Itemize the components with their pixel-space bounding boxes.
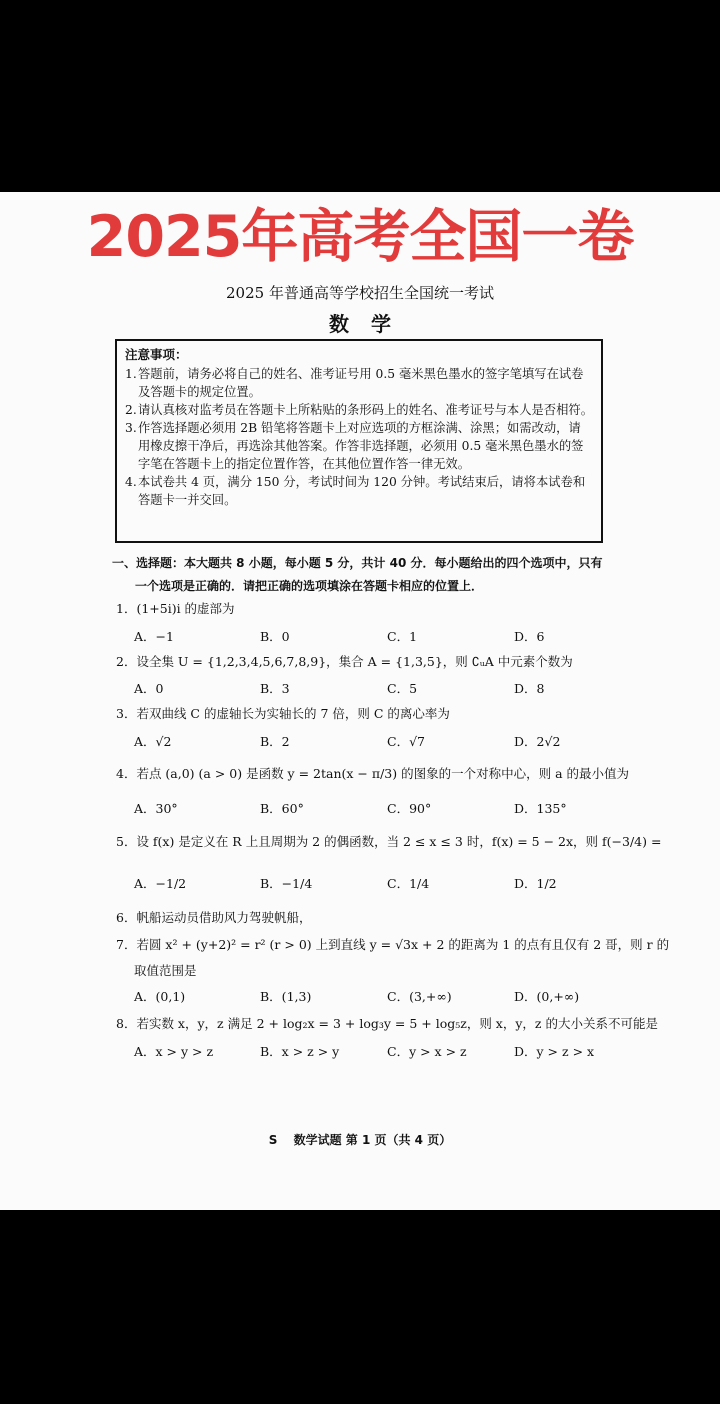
- notice-item: [125, 365, 593, 401]
- option[interactable]: B．(1,3): [260, 989, 312, 1004]
- section-heading: [112, 552, 612, 598]
- notice-item: [125, 473, 593, 509]
- option[interactable]: D．(0,+∞): [514, 989, 580, 1004]
- notice-box: [115, 339, 603, 543]
- option[interactable]: A．−1/2: [134, 876, 187, 891]
- notice-text: 作答选择题必须用 2B 铅笔将答题卡上对应选项的方框涂满、涂黑；如需改动，请用橡皮擦干净后，再选涂其他答案。作答非选择题，必须用 0.5 毫米黑色墨水的签字笔在答题卡上的指定位置作答，在其他位置作答一律无效。: [138, 421, 584, 471]
- footer-code: S: [268, 1133, 278, 1147]
- option[interactable]: D．6: [514, 629, 545, 644]
- option[interactable]: D．y > z > x: [514, 1044, 595, 1059]
- option[interactable]: C．90°: [387, 801, 432, 816]
- option[interactable]: C．1: [387, 629, 418, 644]
- subject-title: 数学: [329, 312, 413, 336]
- option[interactable]: B．0: [260, 629, 290, 644]
- notice-num: 1.: [125, 367, 137, 381]
- option[interactable]: D．8: [514, 681, 545, 696]
- section-line: 一、选择题：本大题共 8 小题，每小题 5 分，共计 40 分．每小题给出的四个选项中，只有: [112, 556, 603, 570]
- notice-num: 4.: [125, 475, 137, 489]
- question-8: 8．若实数 x，y，z 满足 2 + log₂x = 3 + log₃y = 5 + log₅z，则 x，y，z 的大小关系不可能是: [116, 1016, 658, 1031]
- notice-num: 3.: [125, 421, 137, 435]
- notice-num: 2.: [125, 403, 137, 417]
- option[interactable]: B．60°: [260, 801, 304, 816]
- option[interactable]: C．1/4: [387, 876, 430, 891]
- option[interactable]: A．30°: [134, 801, 178, 816]
- question-2: 2．设全集 U = {1,2,3,4,5,6,7,8,9}，集合 A = {1,3,5}，则 ∁ᵤA 中元素个数为: [116, 654, 573, 669]
- option[interactable]: D．1/2: [514, 876, 557, 891]
- option[interactable]: B．3: [260, 681, 290, 696]
- question-6: 6．帆船运动员借助风力驾驶帆船，: [116, 910, 312, 925]
- question-4: 4．若点 (a,0) (a > 0) 是函数 y = 2tan(x − π/3) 的图象的一个对称中心，则 a 的最小值为: [116, 766, 629, 781]
- option[interactable]: C．5: [387, 681, 418, 696]
- notice-text: 答题前，请务必将自己的姓名、准考证号用 0.5 毫米黑色墨水的签字笔填写在试卷及答题卡的规定位置。: [138, 367, 584, 399]
- question-1: 1．(1+5i)i 的虚部为: [116, 601, 235, 616]
- option[interactable]: C．√7: [387, 734, 425, 749]
- option[interactable]: A．x > y > z: [134, 1044, 214, 1059]
- notice-text: 本试卷共 4 页，满分 150 分，考试时间为 120 分钟。考试结束后，请将本试卷和答题卡一并交回。: [138, 475, 586, 507]
- option[interactable]: D．135°: [514, 801, 567, 816]
- option[interactable]: A．(0,1): [134, 989, 186, 1004]
- question-7-cont: 取值范围是: [134, 963, 197, 978]
- option[interactable]: C．(3,+∞): [387, 989, 452, 1004]
- question-3: 3．若双曲线 C 的虚轴长为实轴长的 7 倍，则 C 的离心率为: [116, 706, 450, 721]
- question-7: 7．若圆 x² + (y+2)² = r² (r > 0) 上到直线 y = √3x + 2 的距离为 1 的点有且仅有 2 哥，则 r 的: [116, 937, 670, 952]
- exam-subtitle: 2025 年普通高等学校招生全国统一考试: [226, 284, 494, 302]
- option[interactable]: B．2: [260, 734, 290, 749]
- notice-item: [125, 401, 593, 419]
- option[interactable]: B．−1/4: [260, 876, 313, 891]
- notice-text: 请认真核对监考员在答题卡上所粘贴的条形码上的姓名、准考证号与本人是否相符。: [138, 403, 593, 417]
- notice-title: 注意事项：: [125, 347, 188, 362]
- option[interactable]: B．x > z > y: [260, 1044, 340, 1059]
- option[interactable]: A．−1: [134, 629, 174, 644]
- exam-page: [0, 192, 720, 1210]
- section-line: 一个选项是正确的．请把正确的选项填涂在答题卡相应的位置上．: [135, 579, 484, 593]
- option[interactable]: D．2√2: [514, 734, 561, 749]
- option[interactable]: A．0: [134, 681, 164, 696]
- footer-text: 数学试题 第 1 页（共 4 页）: [293, 1133, 452, 1147]
- question-5: 5．设 f(x) 是定义在 R 上且周期为 2 的偶函数，当 2 ≤ x ≤ 3 时，f(x) = 5 − 2x，则 f(−3/4) =: [116, 834, 662, 849]
- option[interactable]: C．y > x > z: [387, 1044, 467, 1059]
- notice-item: [125, 419, 593, 473]
- option[interactable]: A．√2: [134, 734, 172, 749]
- page-footer: [0, 1131, 720, 1148]
- banner-title: 2025年高考全国一卷: [86, 204, 634, 270]
